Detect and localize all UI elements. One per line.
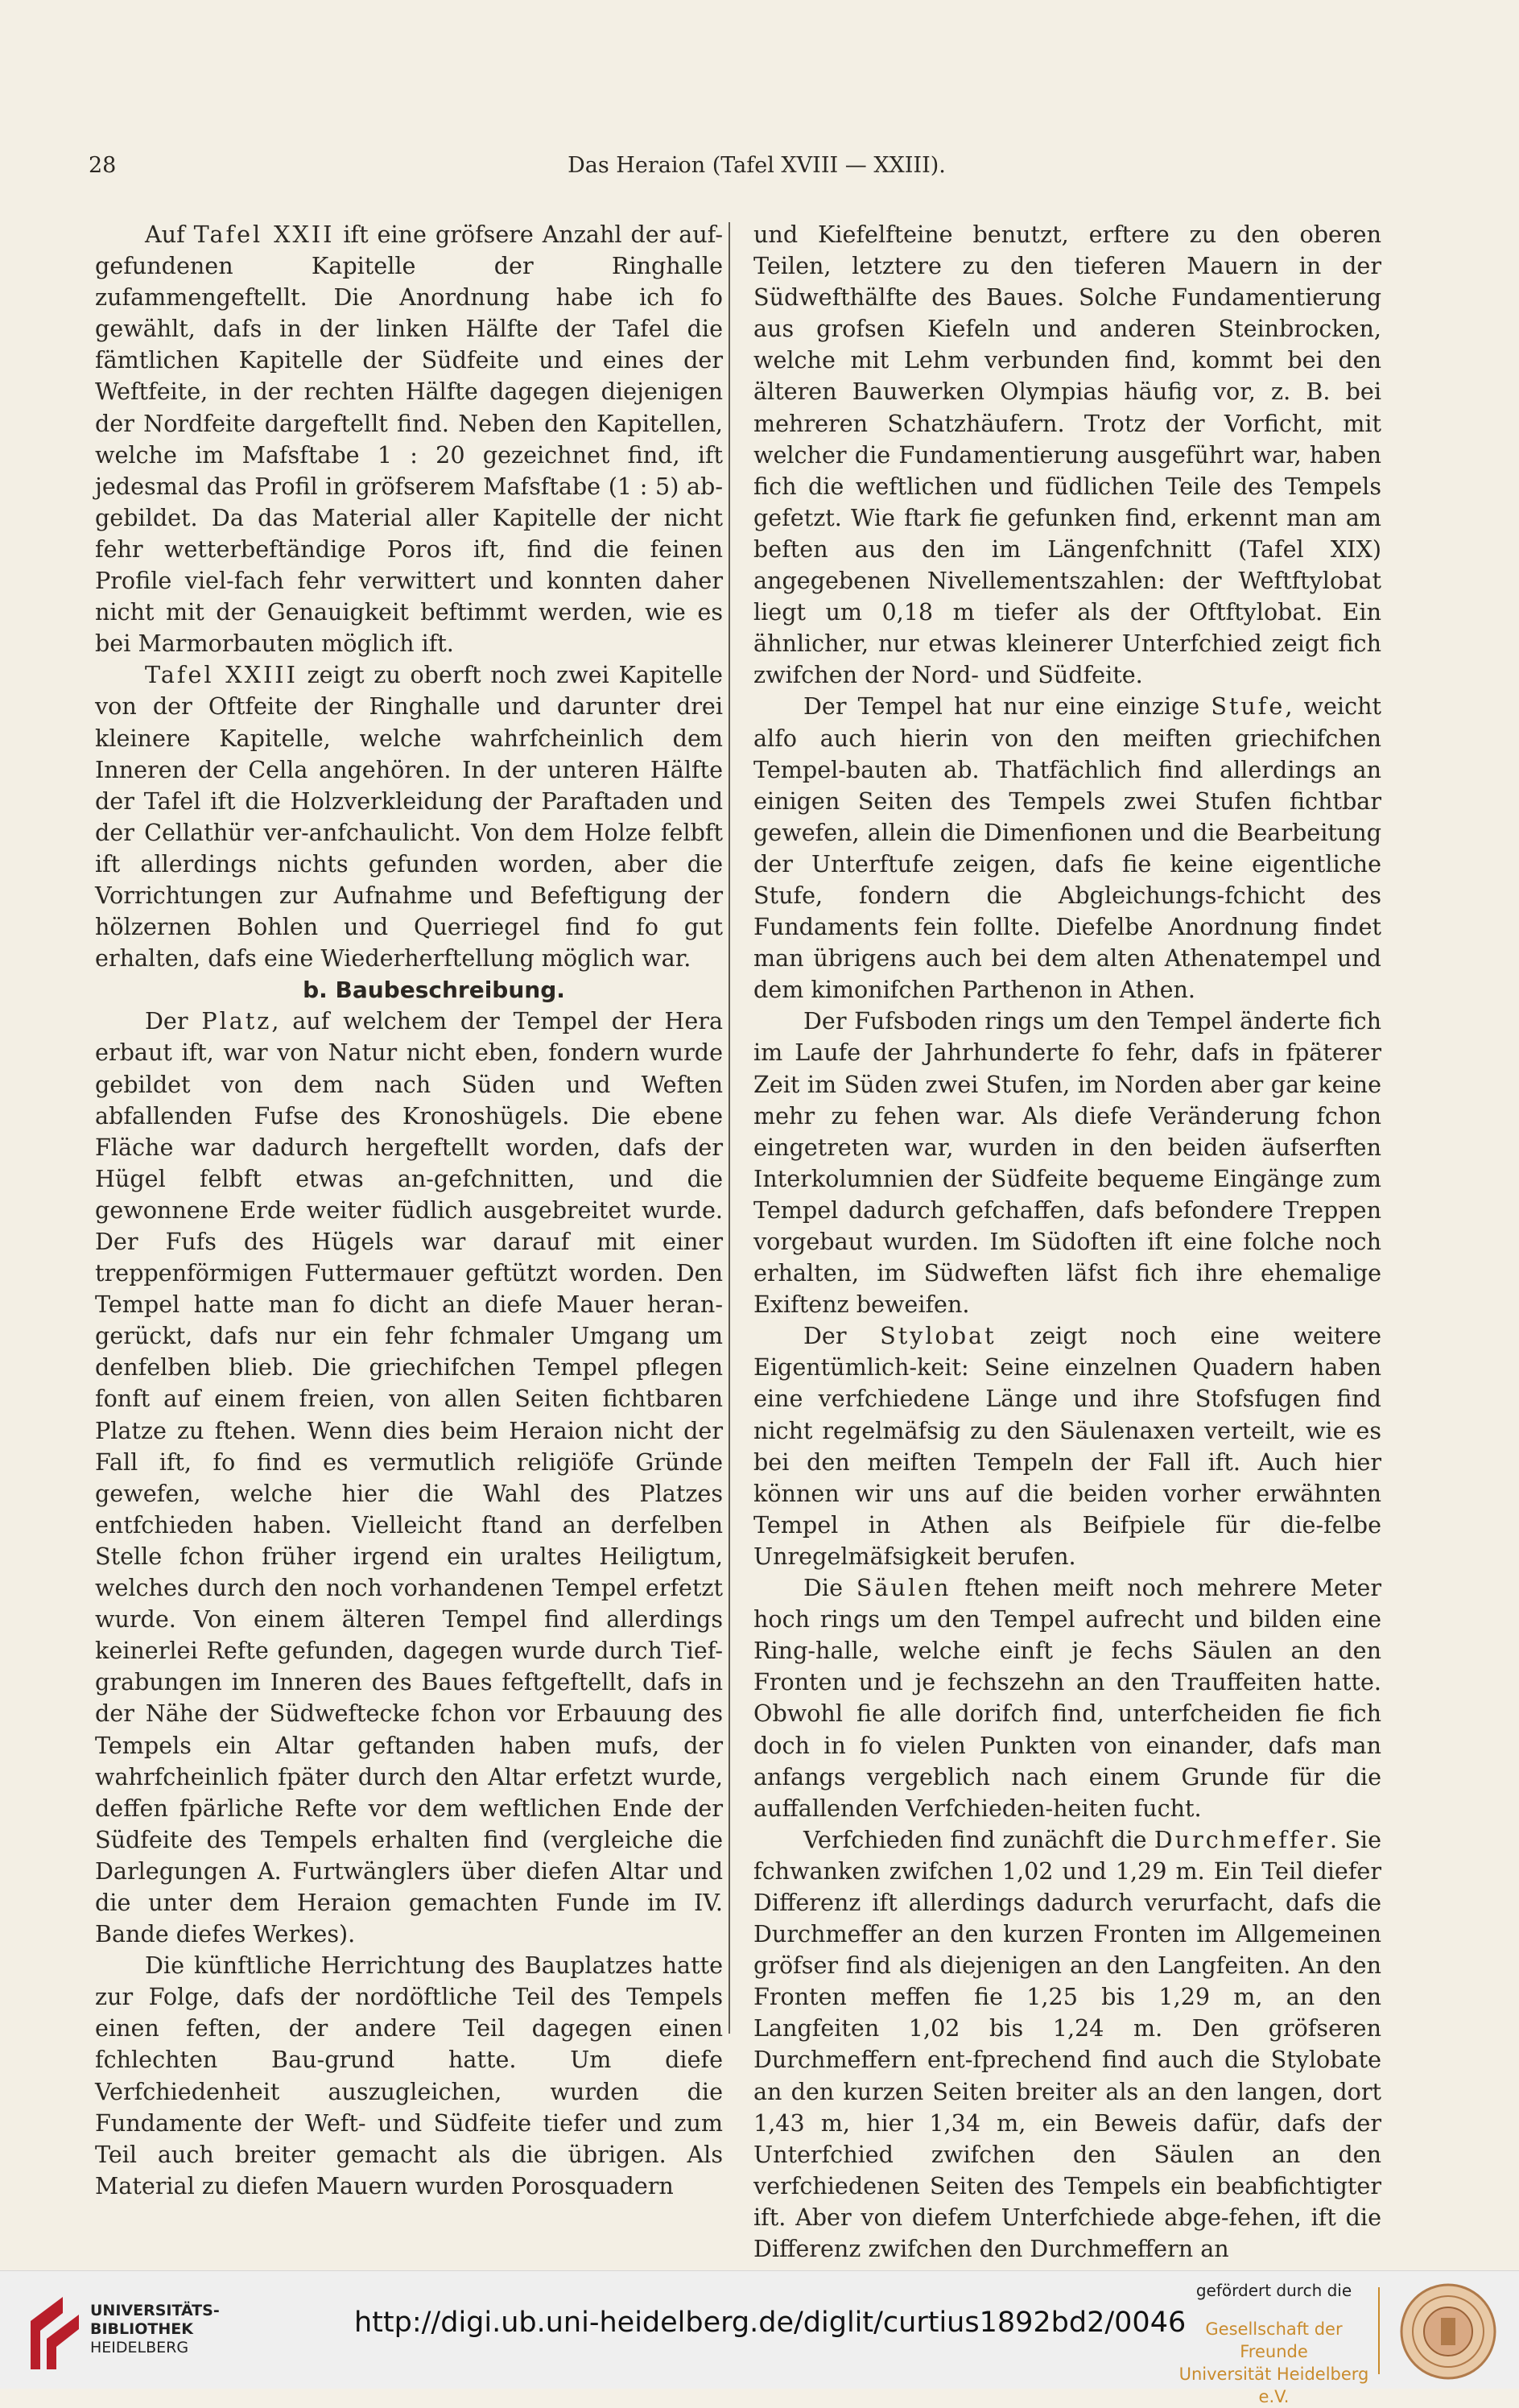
paragraph: Tafel XXIII zeigt zu oberft noch zwei Kapitelle von der Oftfeite der Ringhalle und darunter drei kleinere Kapitelle, welche wahrfcheinlich dem Inneren der Cella angehören. In der unteren Hälfte der Tafel ift die Holzverkleidung der Paraftaden und der Cellathür ver-anfchaulicht. Von dem Holze felbft ift allerdings nichts gefunden worden, aber die Vorrichtungen zur Aufnahme und Befeftigung der hölzernen Bohlen und Querriegel find fo gut erhalten, dafs eine Wiederherftellung möglich war. — [95, 661, 723, 973]
university-seal-icon — [1399, 2282, 1497, 2381]
sponsor-divider — [1378, 2287, 1380, 2374]
library-name: UNIVERSITÄTS- BIBLIOTHEK HEIDELBERG — [90, 2302, 220, 2356]
sponsor-block[interactable]: gefördert durch die Gesellschaft der Freunde Universität Heidelberg e.V. — [1178, 2281, 1369, 2406]
paragraph: Der Stylobat zeigt noch eine weitere Eigentümlich-keit: Seine einzelnen Quadern haben eine verfchiedene Länge und ihre Stofsfugen find nicht regelmäfsig zu den Säulenaxen verteilt, wie es bei den meiften Tempeln der Fall ift. Auch hier können wir uns auf die beiden vorher erwähnten Tempel in Athen als Beifpiele für die-felbe Unregelmäfsigkeit berufen. — [753, 1322, 1381, 1570]
left-column — [95, 219, 723, 2202]
paragraph: Der Fufsboden rings um den Tempel änderte fich im Laufe der Jahrhunderte fo fehr, dafs in fpäterer Zeit im Süden zwei Stufen, im Norden aber gar keine mehr zu fehen war. Als diefe Veränderung fchon eingetreten war, wurden in den beiden äufserften Interkolumnien der Südfeite bequeme Eingänge zum Tempel dadurch gefchaffen, dafs befondere Treppen vorgebaut wurden. Im Südoften ift eine folche noch erhalten, im Südweften läfst fich ihre ehemalige Exiftenz beweifen. — [753, 1007, 1381, 1319]
paragraph: Die künftliche Herrichtung des Bauplatzes hatte zur Folge, dafs der nordöftliche Teil des Tempels einen feften, der andere Teil dagegen einen fchlechten Bau-grund hatte. Um diefe Verfchiedenheit auszugleichen, wurden die Fundamente der Weft- und Südfeite tiefer und zum Teil auch breiter gemacht als die übrigen. Als Material zu diefen Mauern wurden Porosquadern — [95, 1952, 723, 2199]
paragraph: Der Platz, auf welchem der Tempel der Hera erbaut ift, war von Natur nicht eben, fondern wurde gebildet von dem nach Süden und Weften abfallenden Fufse des Kronoshügels. Die ebene Fläche war dadurch hergeftellt worden, dafs der Hügel felbft etwas an-gefchnitten, und die gewonnene Erde weiter füdlich ausgebreitet wurde. Der Fufs des Hügels war darauf mit einer treppenförmigen Futtermauer geftützt worden. Den Tempel hatte man fo dicht an diefe Mauer heran-gerückt, dafs nur ein fehr fchmaler Umgang um denfelben blieb. Die griechifchen Tempel pflegen fonft auf einem freien, von allen Seiten fichtbaren Platze zu ftehen. Wenn dies beim Heraion nicht der Fall ift, fo find es vermutlich religiöfe Gründe gewefen, welche hier die Wahl des Platzes entfchieden haben. Vielleicht ftand an derfelben Stelle fchon früher irgend ein uraltes Heiligtum, welches durch den noch vorhandenen Tempel erfetzt wurde. Von einem älteren Tempel find allerdings keinerlei Refte gefunden, dagegen wurde durch Tief-grabungen im Inneren des Baues feftgeftellt, dafs in der Nähe der Südweftecke fchon vor Erbauung des Tempels ein Altar geftanden haben mufs, der wahrfcheinlich fpäter durch den Altar erfetzt wurde, deffen fpärliche Refte vor dem weftlichen Ende der Südfeite des Tempels erhalten find (vergleiche die Darlegungen A. Furtwänglers über diefen Altar und die unter dem Heraion gemachten Funde im IV. Bande diefes Werkes). — [95, 1007, 724, 1948]
right-column — [753, 219, 1381, 2265]
library-logo-icon[interactable] — [14, 2289, 87, 2373]
paragraph: Auf Tafel XXII ift eine gröfsere Anzahl der auf-gefundenen Kapitelle der Ringhalle zufammengeftellt. Die Anordnung habe ich fo gewählt, dafs in der linken Hälfte der Tafel die fämtlichen Kapitelle der Südfeite und eines der Weftfeite, in der rechten Hälfte dagegen diejenigen der Nordfeite dargeftellt find. Neben den Kapitellen, welche im Mafsftabe 1 : 20 gezeichnet find, ift jedesmal das Profil in gröfserem Mafsftabe (1 : 5) ab-gebildet. Da das Material aller Kapitelle der nicht fehr wetterbeftändige Poros ift, find die feinen Profile viel-fach fehr verwittert und konnten daher nicht mit der Genauigkeit beftimmt werden, wie es bei Marmorbauten möglich ift. — [95, 221, 724, 658]
column-divider — [729, 222, 730, 2034]
running-title: Das Heraion (Tafel XVIII — XXIII). — [568, 153, 946, 178]
section-heading: b. Baubeschreibung. — [303, 977, 565, 1004]
page-header — [89, 153, 1425, 193]
viewer-footer — [0, 2270, 1519, 2406]
permalink-url[interactable]: http://digi.ub.uni-heidelberg.de/diglit/curtius1892bd2/0046 — [354, 2307, 1187, 2339]
paragraph: und Kiefelfteine benutzt, erftere zu den oberen Teilen, letztere zu den tieferen Mauern in der Südwefthälfte des Baues. Solche Fundamentierung aus grofsen Kiefeln und anderen Steinbrocken, welche mit Lehm verbunden find, kommt bei den älteren Bauwerken Olympias häufig vor, z. B. bei mehreren Schatzhäufern. Trotz der Vorficht, mit welcher die Fundamentierung ausgeführt war, haben fich die weftlichen und füdlichen Teile des Tempels gefetzt. Wie ftark fie gefunken find, erkennt man am beften aus den im Längenfchnitt (Tafel XIX) angegebenen Nivellementszahlen: der Weftftylobat liegt um 0,18 m tiefer als der Oftftylobat. Ein ähnlicher, nur etwas kleinerer Unterfchied zeigt fich zwifchen der Nord- und Südfeite. — [753, 221, 1381, 689]
page-number: 28 — [89, 153, 117, 178]
paragraph: Die Säulen ftehen meift noch mehrere Meter hoch rings um den Tempel aufrecht und bilden eine Ring-halle, welche einft je fechs Säulen an den Fronten und je fechszehn an den Trauffeiten hatte. Obwohl fie alle dorifch find, unterfcheiden fie fich doch in fo vielen Punkten von einander, dafs man anfangs vergeblich nach einem Grunde für die auffallenden Verfchieden-heiten fucht. — [753, 1574, 1381, 1822]
paragraph: Verfchieden find zunächft die Durchmeffer. Sie fchwanken zwifchen 1,02 und 1,29 m. Ein Teil diefer Differenz ift allerdings dadurch verurfacht, dafs die Durchmeffer an den kurzen Fronten im Allgemeinen gröfser find als diejenigen an den Langfeiten. An den Fronten meffen fie 1,25 bis 1,29 m, an den Langfeiten 1,02 bis 1,24 m. Den gröfseren Durchmeffern ent-fprechend find auch die Stylobate an den kurzen Seiten breiter als an den langen, dort 1,43 m, hier 1,34 m, ein Beweis dafür, dafs der Unterfchied zwifchen den Säulen an den verfchiedenen Seiten des Tempels ein beabfichtigter ift. Aber von diefem Unterfchiede abge-fehen, ift die Differenz zwifchen den Durchmeffern an — [753, 1825, 1381, 2262]
paragraph: Der Tempel hat nur eine einzige Stufe, weicht alfo auch hierin von den meiften griechifchen Tempel-bauten ab. Thatfächlich find allerdings an einigen Seiten des Tempels zwei Stufen fichtbar gewefen, allein die Dimenfionen und die Bearbeitung der Unterftufe zeigen, dafs fie keine eigentliche Stufe, fondern die Abgleichungs-fchicht des Fundaments fein follte. Diefelbe Anordnung findet man übrigens auch bei dem alten Athenatempel und dem kimonifchen Parthenon in Athen. — [753, 692, 1381, 1004]
